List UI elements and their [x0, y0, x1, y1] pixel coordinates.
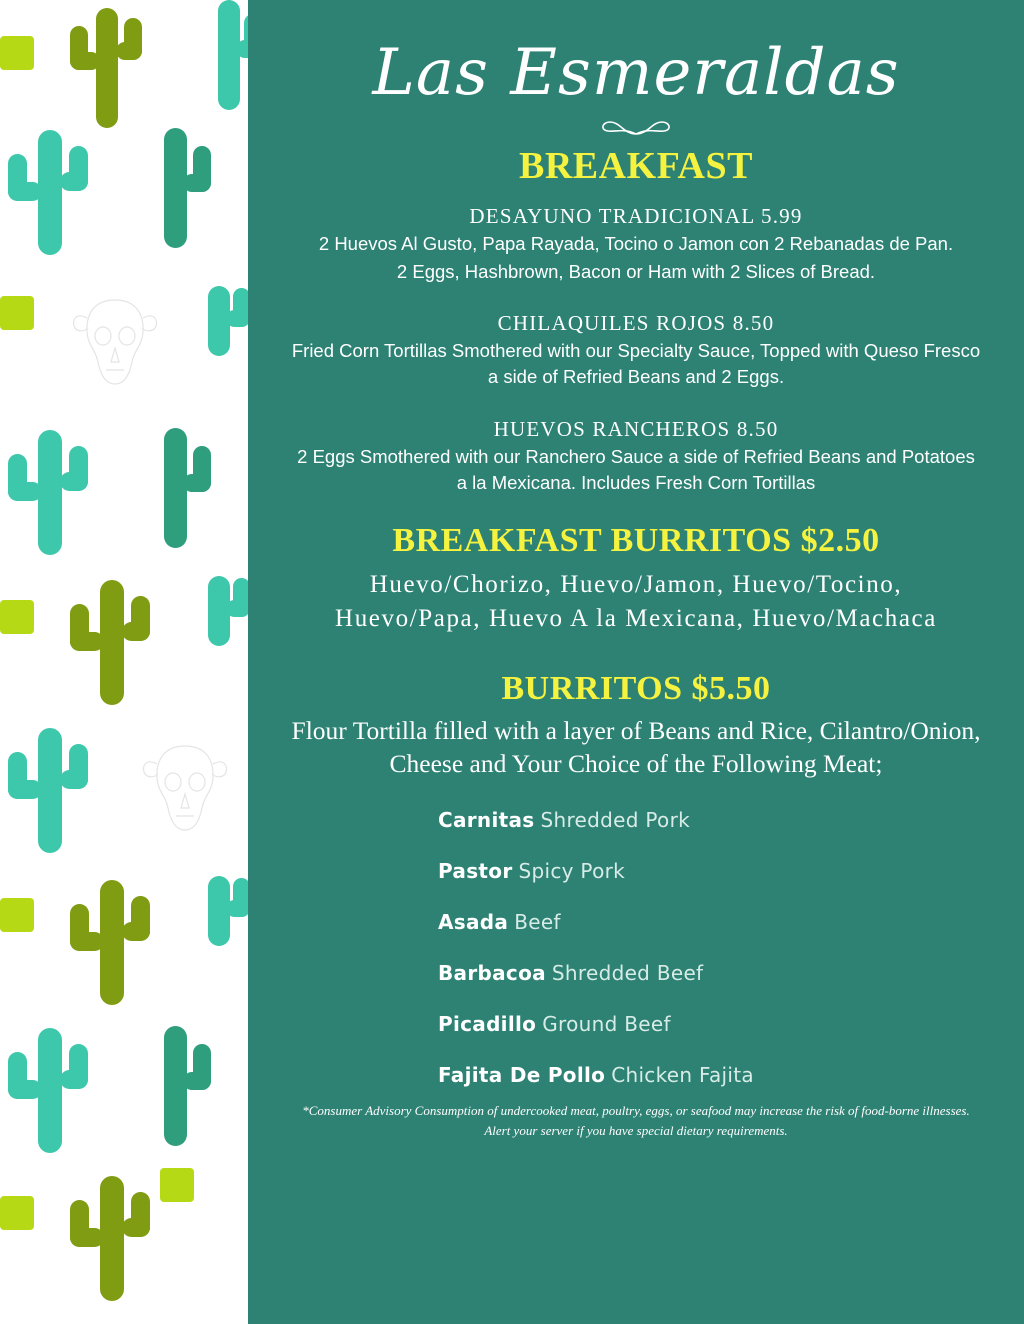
square-dot — [0, 898, 34, 932]
cactus-icon — [196, 876, 248, 946]
burrito-meat-list — [426, 808, 846, 1087]
cactus-icon — [150, 428, 220, 548]
meat-translation: Shredded Pork — [540, 808, 690, 833]
menu-item-desc-en: 2 Eggs, Hashbrown, Bacon or Ham with 2 Slices of Bread. — [396, 260, 876, 282]
breakfast-burrito-list: Huevo/Chorizo, Huevo/Jamon, Huevo/Tocino, Huevo/Papa, Huevo A la Mexicana, Huevo/Machaca — [335, 571, 937, 633]
meat-name: Pastor — [438, 859, 513, 884]
square-dot — [0, 600, 34, 634]
menu-item-desc-es: 2 Eggs Smothered with our Ranchero Sauce a side of Refried Beans and Potatoes a la Mexicana. Includes Fresh Corn Tortillas — [297, 445, 975, 493]
section-title-breakfast: BREAKFAST — [519, 144, 753, 187]
meat-translation: Shredded Beef — [551, 961, 704, 986]
cactus-icon — [196, 576, 248, 646]
cactus-icon — [8, 728, 88, 853]
menu-item — [282, 311, 990, 391]
burritos-description: Flour Tortilla filled with a layer of Beans and Rice, Cilantro/Onion, Cheese and Your Choice of the Following Meat; — [291, 715, 981, 778]
menu-item-name: DESAYUNO TRADICIONAL 5.99 — [469, 203, 803, 228]
cactus-icon — [70, 1176, 150, 1301]
consumer-advisory: *Consumer Advisory Consumption of undercooked meat, poultry, eggs, or seafood may increase the risk of food-borne illnesses. Alert your server if you have special dietary requirements. — [302, 1103, 970, 1138]
list-item — [438, 859, 846, 883]
square-dot — [160, 1168, 194, 1202]
meat-name: Asada — [438, 910, 509, 935]
meat-name: Carnitas — [438, 808, 535, 833]
list-item — [438, 961, 846, 985]
menu-item — [282, 204, 990, 286]
cactus-icon — [70, 580, 150, 705]
cactus-icon — [70, 880, 150, 1005]
meat-translation: Ground Beef — [542, 1012, 671, 1037]
restaurant-name: Las Esmeraldas — [372, 36, 900, 110]
square-dot — [0, 36, 34, 70]
flourish-divider-icon — [536, 116, 736, 142]
bull-skull-icon — [140, 738, 230, 838]
meat-translation: Spicy Pork — [518, 859, 626, 884]
menu-item-name: HUEVOS RANCHEROS 8.50 — [493, 416, 779, 441]
square-dot — [0, 1196, 34, 1230]
list-item — [438, 808, 846, 832]
menu-item-desc-es: 2 Huevos Al Gusto, Papa Rayada, Tocino o Jamon con 2 Rebanadas de Pan. — [318, 232, 954, 254]
cactus-icon — [8, 430, 88, 555]
list-item — [438, 1063, 846, 1087]
section-title-breakfast-burritos: BREAKFAST BURRITOS $2.50 — [392, 522, 880, 560]
section-title-burritos: BURRITOS $5.50 — [501, 669, 771, 707]
cactus-icon — [8, 1028, 88, 1153]
meat-name: Picadillo — [438, 1012, 537, 1037]
menu-item — [282, 417, 990, 497]
bull-skull-icon — [70, 292, 160, 392]
cactus-icon — [8, 130, 88, 255]
list-item — [438, 910, 846, 934]
meat-name: Fajita De Pollo — [438, 1063, 606, 1088]
cactus-icon — [196, 286, 248, 356]
meat-translation: Chicken Fajita — [611, 1063, 754, 1088]
menu-item-name: CHILAQUILES ROJOS 8.50 — [497, 311, 775, 336]
meat-name: Barbacoa — [438, 961, 546, 986]
square-dot — [0, 296, 34, 330]
meat-translation: Beef — [514, 910, 561, 935]
menu-content-panel — [248, 0, 1024, 1324]
cactus-icon — [150, 1026, 220, 1146]
menu-item-desc-es: Fried Corn Tortillas Smothered with our Specialty Sauce, Topped with Queso Fresco a side of Refried Beans and 2 Eggs. — [291, 340, 981, 388]
cactus-icon — [150, 128, 220, 248]
cactus-pattern-column — [0, 0, 248, 1324]
list-item — [438, 1012, 846, 1036]
cactus-icon — [70, 8, 142, 128]
cactus-icon — [208, 0, 248, 110]
